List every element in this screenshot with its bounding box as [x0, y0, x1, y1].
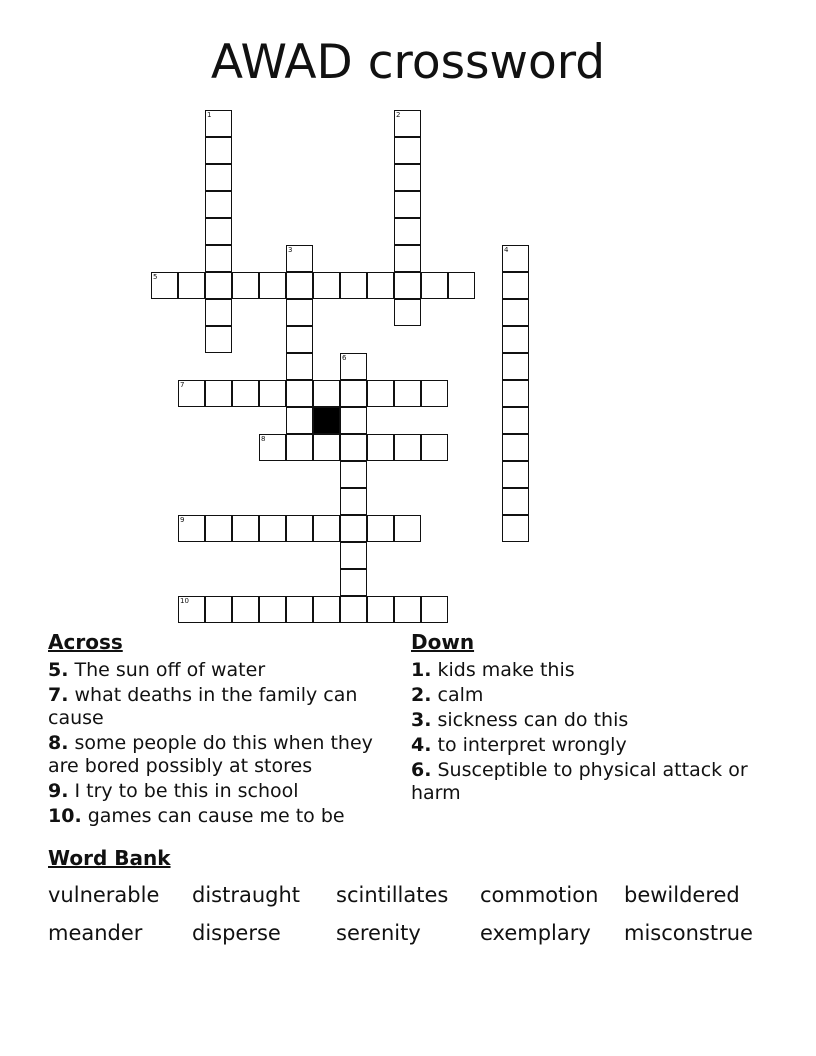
grid-cell[interactable]: [340, 569, 367, 596]
grid-cell[interactable]: [259, 515, 286, 542]
clue-number-label: 7.: [48, 684, 69, 706]
grid-cell[interactable]: [232, 515, 259, 542]
grid-cell[interactable]: [394, 245, 421, 272]
word-bank-item: commotion: [480, 883, 599, 907]
page-title: AWAD crossword: [210, 35, 606, 90]
grid-cell[interactable]: [232, 596, 259, 623]
black-cell: [313, 407, 340, 434]
clue-number-label: 2.: [411, 684, 432, 706]
grid-cell[interactable]: [502, 245, 529, 272]
grid-cell[interactable]: [502, 515, 529, 542]
across-heading: Across: [48, 630, 123, 654]
clue-number-label: 1.: [411, 659, 432, 681]
clue-text: sickness can do this: [431, 709, 629, 731]
clue-number: 7: [180, 381, 185, 389]
grid-cell[interactable]: [286, 353, 313, 380]
grid-cell[interactable]: [205, 191, 232, 218]
word-bank-item: distraught: [192, 883, 301, 907]
grid-cell[interactable]: [178, 380, 205, 407]
down-clue: [411, 659, 761, 682]
grid-cell[interactable]: [340, 434, 367, 461]
down-clue-list: [411, 659, 761, 807]
clue-text: calm: [431, 684, 484, 706]
clue-number-label: 3.: [411, 709, 432, 731]
grid-cell[interactable]: [313, 515, 340, 542]
grid-cell[interactable]: [340, 488, 367, 515]
grid-cell[interactable]: [259, 596, 286, 623]
grid-cell[interactable]: [394, 299, 421, 326]
clue-number-label: 4.: [411, 734, 432, 756]
grid-cell[interactable]: [286, 272, 313, 299]
grid-cell[interactable]: [259, 272, 286, 299]
grid-cell[interactable]: [394, 380, 421, 407]
grid-cell[interactable]: [313, 596, 340, 623]
grid-cell[interactable]: [367, 596, 394, 623]
across-clue-list: [48, 659, 398, 830]
grid-cell[interactable]: [502, 488, 529, 515]
word-bank-item: exemplary: [480, 921, 591, 945]
clue-text: what deaths in the family can cause: [48, 684, 358, 729]
clue-number: 4: [504, 246, 509, 254]
clue-text: The sun off of water: [68, 659, 266, 681]
grid-cell[interactable]: [421, 434, 448, 461]
grid-cell[interactable]: [313, 434, 340, 461]
grid-cell[interactable]: [286, 326, 313, 353]
grid-cell[interactable]: [151, 272, 178, 299]
grid-cell[interactable]: [259, 434, 286, 461]
word-bank-item: serenity: [336, 921, 421, 945]
grid-cell[interactable]: [205, 218, 232, 245]
grid-cell[interactable]: [205, 326, 232, 353]
clue-number: 6: [342, 354, 347, 362]
grid-cell[interactable]: [340, 407, 367, 434]
across-clue: [48, 659, 398, 682]
grid-cell[interactable]: [340, 515, 367, 542]
clue-number: 3: [288, 246, 293, 254]
grid-cell[interactable]: [205, 299, 232, 326]
clue-number: 8: [261, 435, 266, 443]
grid-cell[interactable]: [394, 218, 421, 245]
grid-cell[interactable]: [340, 353, 367, 380]
grid-cell[interactable]: [340, 272, 367, 299]
word-bank-heading: Word Bank: [48, 846, 171, 870]
clue-text: to interpret wrongly: [431, 734, 627, 756]
clue-text: Susceptible to physical attack or harm: [411, 759, 748, 804]
grid-cell[interactable]: [205, 380, 232, 407]
clue-text: I try to be this in school: [68, 780, 299, 802]
grid-cell[interactable]: [502, 434, 529, 461]
grid-cell[interactable]: [205, 596, 232, 623]
grid-cell[interactable]: [394, 191, 421, 218]
grid-cell[interactable]: [421, 272, 448, 299]
grid-cell[interactable]: [340, 542, 367, 569]
clue-number-label: 9.: [48, 780, 69, 802]
down-clue: [411, 709, 761, 732]
clue-number: 9: [180, 516, 185, 524]
across-clue: [48, 684, 398, 730]
grid-cell[interactable]: [340, 461, 367, 488]
grid-cell[interactable]: [205, 245, 232, 272]
grid-cell[interactable]: [286, 245, 313, 272]
down-clue: [411, 759, 761, 805]
word-bank-item: vulnerable: [48, 883, 160, 907]
grid-cell[interactable]: [502, 380, 529, 407]
grid-cell[interactable]: [259, 380, 286, 407]
grid-cell[interactable]: [367, 515, 394, 542]
grid-cell[interactable]: [178, 272, 205, 299]
grid-cell[interactable]: [394, 272, 421, 299]
across-clue: [48, 805, 398, 828]
across-clue: [48, 732, 398, 778]
clue-text: games can cause me to be: [81, 805, 345, 827]
grid-cell[interactable]: [502, 353, 529, 380]
grid-cell[interactable]: [421, 596, 448, 623]
grid-cell[interactable]: [232, 380, 259, 407]
grid-cell[interactable]: [205, 164, 232, 191]
clue-number-label: 5.: [48, 659, 69, 681]
clue-number: 1: [207, 111, 212, 119]
grid-cell[interactable]: [340, 380, 367, 407]
grid-cell[interactable]: [394, 164, 421, 191]
grid-cell[interactable]: [394, 137, 421, 164]
grid-cell[interactable]: [394, 110, 421, 137]
grid-cell[interactable]: [205, 272, 232, 299]
grid-cell[interactable]: [313, 380, 340, 407]
clue-number-label: 8.: [48, 732, 69, 754]
grid-cell[interactable]: [367, 272, 394, 299]
clue-text: kids make this: [431, 659, 575, 681]
word-bank-item: meander: [48, 921, 143, 945]
word-bank-item: scintillates: [336, 883, 449, 907]
grid-cell[interactable]: [286, 407, 313, 434]
grid-cell[interactable]: [286, 434, 313, 461]
word-bank-item: misconstrue: [624, 921, 753, 945]
grid-cell[interactable]: [205, 110, 232, 137]
grid-cell[interactable]: [394, 434, 421, 461]
grid-cell[interactable]: [502, 299, 529, 326]
grid-cell[interactable]: [286, 515, 313, 542]
grid-cell[interactable]: [232, 272, 259, 299]
grid-cell[interactable]: [502, 272, 529, 299]
grid-cell[interactable]: [340, 596, 367, 623]
grid-cell[interactable]: [502, 461, 529, 488]
grid-cell[interactable]: [502, 407, 529, 434]
down-clue: [411, 734, 761, 757]
grid-cell[interactable]: [421, 380, 448, 407]
grid-cell[interactable]: [178, 515, 205, 542]
down-heading: Down: [411, 630, 475, 654]
clue-number-label: 10.: [48, 805, 82, 827]
grid-cell[interactable]: [313, 272, 340, 299]
grid-cell[interactable]: [286, 380, 313, 407]
word-bank-item: disperse: [192, 921, 281, 945]
grid-cell[interactable]: [394, 515, 421, 542]
grid-cell[interactable]: [178, 596, 205, 623]
clue-number-label: 6.: [411, 759, 432, 781]
grid-cell[interactable]: [205, 515, 232, 542]
grid-cell[interactable]: [367, 434, 394, 461]
grid-cell[interactable]: [394, 596, 421, 623]
grid-cell[interactable]: [286, 299, 313, 326]
clue-number: 10: [180, 597, 189, 605]
grid-cell[interactable]: [286, 596, 313, 623]
down-clue: [411, 684, 761, 707]
word-bank-item: bewildered: [624, 883, 740, 907]
clue-text: some people do this when they are bored possibly at stores: [48, 732, 373, 777]
across-clue: [48, 780, 398, 803]
clue-number: 5: [153, 273, 158, 281]
clue-number: 2: [396, 111, 401, 119]
grid-cell[interactable]: [205, 137, 232, 164]
grid-cell[interactable]: [448, 272, 475, 299]
grid-cell[interactable]: [502, 326, 529, 353]
grid-cell[interactable]: [367, 380, 394, 407]
